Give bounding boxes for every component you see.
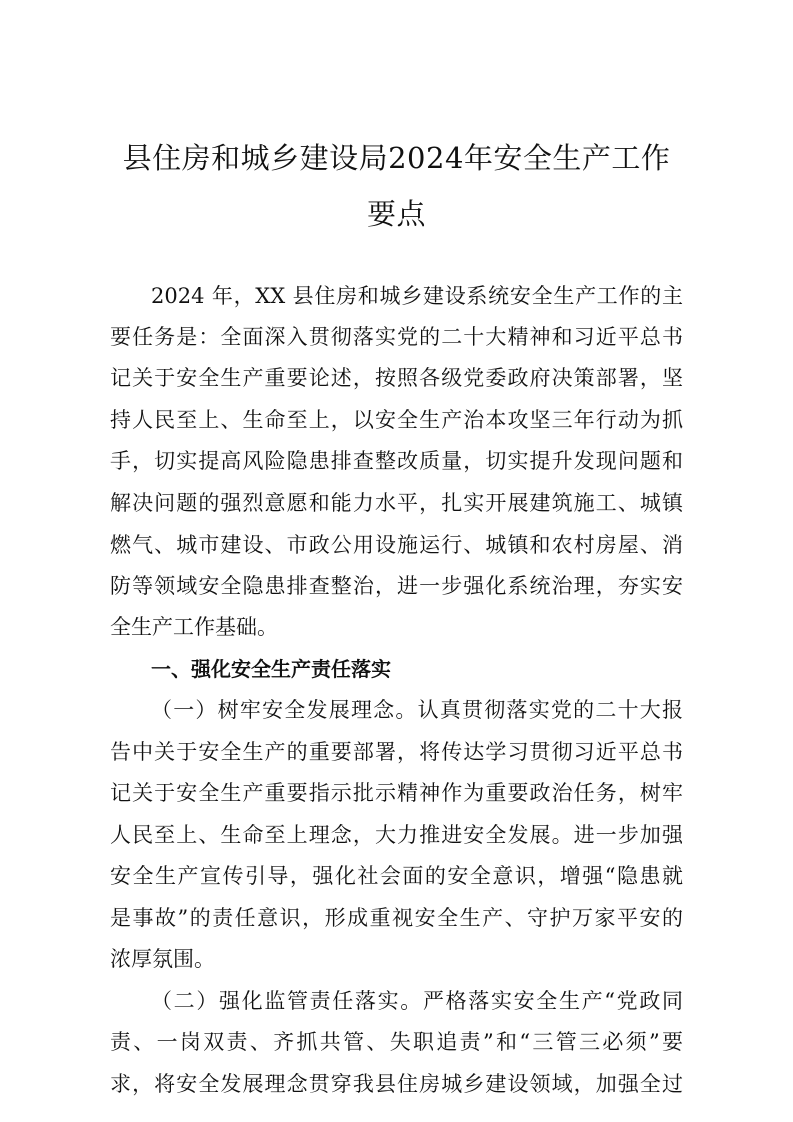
document-title-line-2: 要点 (366, 197, 426, 231)
document-title-line-1: 县住房和城乡建设局2024年安全生产工作 (122, 141, 671, 175)
item-2-lead: （二）强化监管责任落实。 (151, 989, 423, 1013)
item-1-first-rest: 认真贯彻落实党的二十大报 (417, 698, 683, 722)
item-1-line: 浓厚氛围。 (110, 947, 215, 971)
item-1-line: 人民至上、生命至上理念，大力推进安全发展。进一步加强 (110, 823, 683, 847)
item-1-line: 记关于安全生产重要指示批示精神作为重要政治任务，树牢 (110, 781, 683, 805)
intro-line: 燃气、城市建设、市政公用设施运行、城镇和农村房屋、消 (110, 533, 683, 557)
item-2-line: 求，将安全发展理念贯穿我县住房城乡建设领域，加强全过 (110, 1072, 683, 1096)
item-1-line: 安全生产宣传引导，强化社会面的安全意识，增强“隐患就 (110, 864, 683, 888)
intro-line: 记关于安全生产重要论述，按照各级党委政府决策部署，坚 (110, 366, 683, 390)
intro-line: 全生产工作基础。 (110, 615, 278, 639)
item-2-line: 责、一岗双责、齐抓共管、失职追责”和“三管三必须”要 (110, 1030, 683, 1054)
item-2-first-rest: 严格落实安全生产“党政同 (422, 989, 683, 1013)
item-1-line: 是事故”的责任意识，形成重视安全生产、守护万家平安的 (110, 906, 683, 930)
intro-line: 解决问题的强烈意愿和能力水平，扎实开展建筑施工、城镇 (110, 491, 683, 515)
intro-line: 防等领域安全隐患排查整治，进一步强化系统治理，夯实安 (110, 574, 683, 598)
intro-line: 手，切实提高风险隐患排查整改质量，切实提升发现问题和 (110, 449, 683, 473)
item-2-first-line (151, 989, 683, 1014)
intro-line: 持人民至上、生命至上，以安全生产治本攻坚三年行动为抓 (110, 408, 683, 432)
item-1-line: 告中关于安全生产的重要部署，将传达学习贯彻习近平总书 (110, 740, 683, 764)
item-1-first-line (151, 698, 683, 723)
intro-line: 2024 年，XX 县住房和城乡建设系统安全生产工作的主 (151, 284, 683, 308)
item-1-lead: （一）树牢安全发展理念。 (151, 698, 418, 722)
intro-line: 要任务是：全面深入贯彻落实党的二十大精神和习近平总书 (110, 325, 683, 349)
section-heading: 一、强化安全生产责任落实 (151, 657, 391, 681)
